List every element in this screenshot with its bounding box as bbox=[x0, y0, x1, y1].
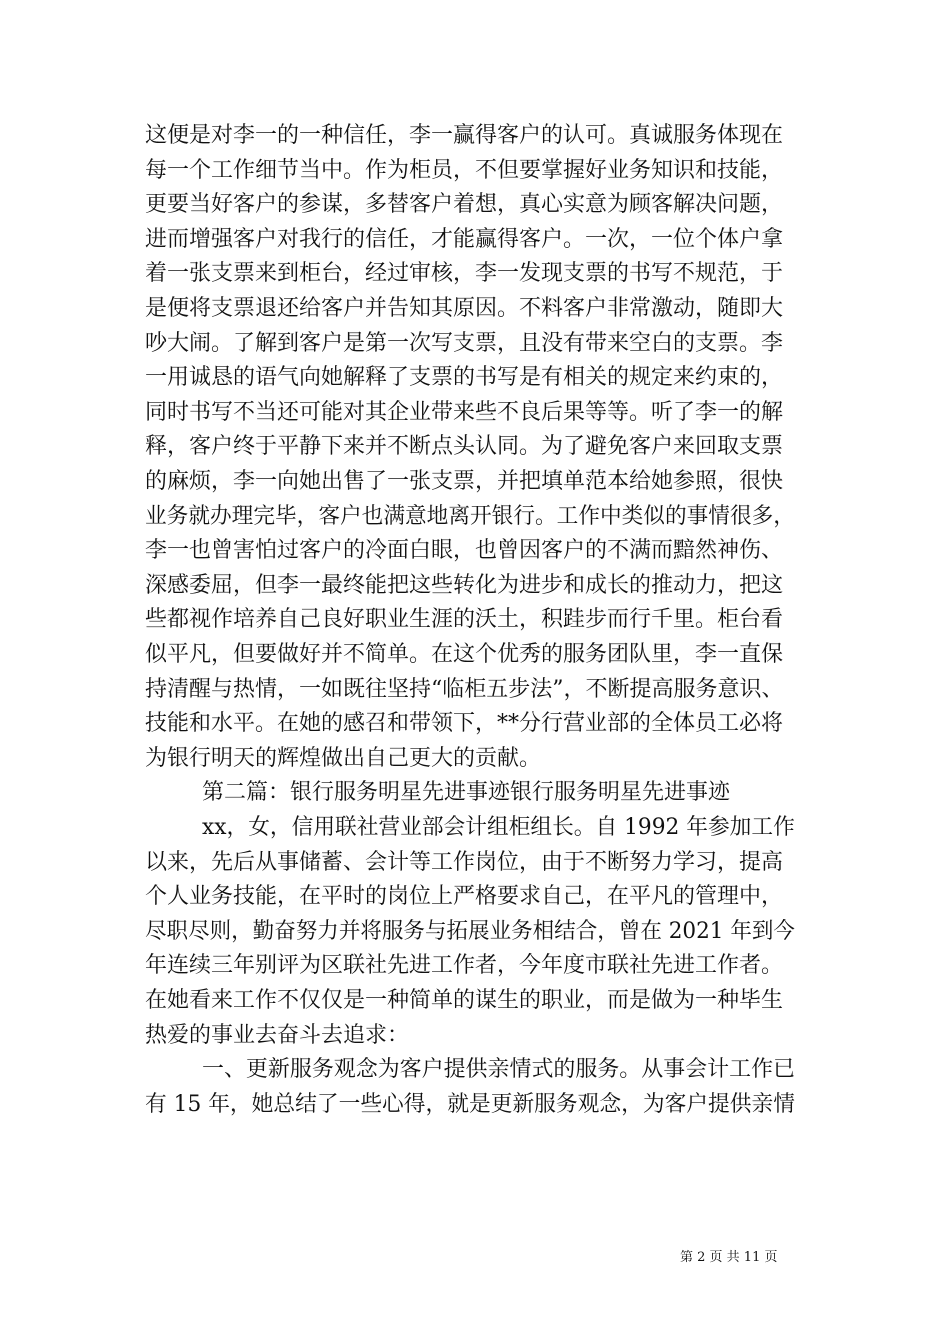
text-line: 一、更新服务观念为客户提供亲情式的服务。从事会计工作已 bbox=[202, 1057, 796, 1082]
text-line: 在她看来工作不仅仅是一种简单的谋生的职业，而是做为一种毕生 bbox=[145, 988, 784, 1013]
text-line: 深感委屈，但李一最终能把这些转化为进步和成长的推动力，把这 bbox=[145, 573, 784, 598]
text-line: 技能和水平。在她的感召和带领下，**分行营业部的全体员工必将 bbox=[145, 711, 784, 736]
text-line: 释，客户终于平静下来并不断点头认同。为了避免客户来回取支票 bbox=[145, 434, 784, 459]
text-line: 这便是对李一的一种信任，李一赢得客户的认可。真诚服务体现在 bbox=[145, 123, 784, 148]
text-line: 有 15 年，她总结了一些心得，就是更新服务观念，为客户提供亲情 bbox=[145, 1092, 795, 1117]
text-line: 李一也曾害怕过客户的冷面白眼，也曾因客户的不满而黯然神伤、 bbox=[145, 538, 784, 563]
text-line: 尽职尽则，勤奋努力并将服务与拓展业务相结合，曾在 2021 年到今 bbox=[145, 919, 795, 944]
text-line: 第二篇：银行服务明星先进事迹银行服务明星先进事迹 bbox=[202, 780, 731, 805]
text-line: 是便将支票退还给客户并告知其原因。不料客户非常激动，随即大 bbox=[145, 296, 784, 321]
text-line: 吵大闹。了解到客户是第一次写支票，且没有带来空白的支票。李 bbox=[145, 331, 784, 356]
text-line: 年连续三年别评为区联社先进工作者，今年度市联社先进工作者。 bbox=[145, 953, 784, 978]
text-line: 同时书写不当还可能对其企业带来些不良后果等等。听了李一的解 bbox=[145, 400, 784, 425]
text-line: 些都视作培养自己良好职业生涯的沃土，积跬步而行千里。柜台看 bbox=[145, 607, 784, 632]
text-line: 着一张支票来到柜台，经过审核，李一发现支票的书写不规范，于 bbox=[145, 261, 784, 286]
text-line: 每一个工作细节当中。作为柜员，不但要掌握好业务知识和技能， bbox=[145, 158, 784, 183]
text-line: 一用诚恳的语气向她解释了支票的书写是有相关的规定来约束的， bbox=[145, 365, 784, 390]
text-line: xx，女，信用联社营业部会计组柜组长。自 1992 年参加工作 bbox=[202, 815, 795, 840]
text-line: 业务就办理完毕，客户也满意地离开银行。工作中类似的事情很多， bbox=[145, 504, 795, 529]
text-line: 进而增强客户对我行的信任，才能赢得客户。一次，一位个体户拿 bbox=[145, 227, 784, 252]
text-line: 为银行明天的辉煌做出自己更大的贡献。 bbox=[145, 746, 542, 771]
text-line: 热爱的事业去奋斗去追求： bbox=[145, 1023, 410, 1048]
text-line: 的麻烦，李一向她出售了一张支票，并把填单范本给她参照，很快 bbox=[145, 469, 784, 494]
page-number: 第 2 页 共 11 页 bbox=[680, 1250, 778, 1265]
text-line: 更要当好客户的参谋，多替客户着想，真心实意为顾客解决问题， bbox=[145, 192, 784, 217]
text-line: 持清醒与热情，一如既往坚持“临柜五步法”，不断提高服务意识、 bbox=[145, 677, 784, 702]
text-line: 个人业务技能，在平时的岗位上严格要求自己，在平凡的管理中， bbox=[145, 884, 784, 909]
text-line: 以来，先后从事储蓄、会计等工作岗位，由于不断努力学习，提高 bbox=[145, 850, 784, 875]
text-line: 似平凡，但要做好并不简单。在这个优秀的服务团队里，李一直保 bbox=[145, 642, 784, 667]
